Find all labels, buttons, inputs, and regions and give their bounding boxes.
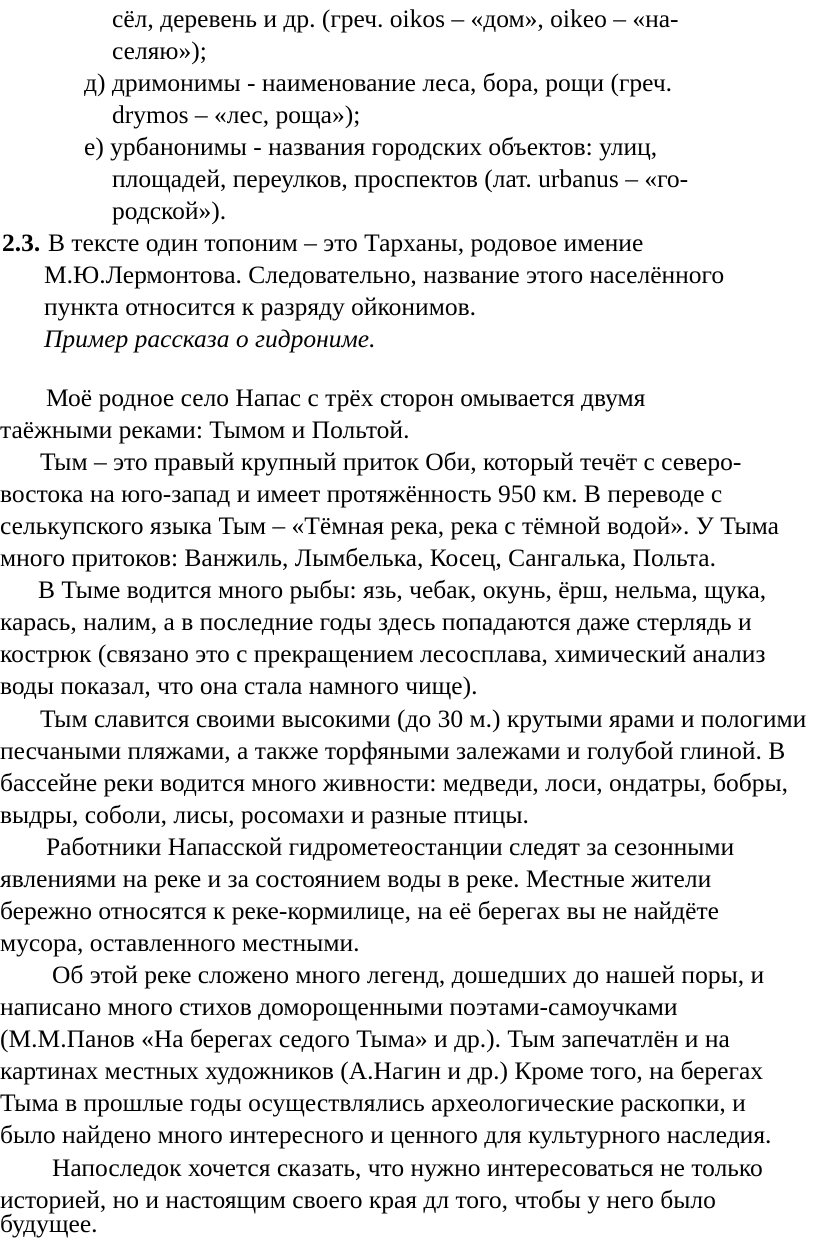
story-line: много притоков: Ванжиль, Лымбелька, Косец, Сангалька, Польта. xyxy=(0,543,716,572)
section-line-1: В тексте один топоним – это Тарханы, родовое имение xyxy=(48,228,644,257)
story-line: будущее. xyxy=(0,1209,98,1238)
section-number: 2.3. xyxy=(2,228,41,257)
story-line: написано много стихов доморощенными поэтами-самоучками xyxy=(0,992,678,1021)
list-item-d-line-2: drymos – «лес, роща»); xyxy=(112,100,361,129)
list-item-e-line-1: е) урбанонимы - названия городских объектов: улиц, xyxy=(84,132,658,161)
story-line: востока на юго-запад и имеет протяжённость 950 км. В переводе с xyxy=(0,479,723,508)
story-line: таёжными реками: Тымом и Польтой. xyxy=(0,415,410,444)
story-line: картинах местных художников (А.Нагин и др.) Кроме того, на берегах xyxy=(0,1056,764,1085)
story-line: песчаными пляжами, а также торфяными залежами и голубой глиной. В xyxy=(0,736,786,765)
list-item-e-line-2: площадей, переулков, проспектов (лат. urbanus – «го- xyxy=(112,164,689,193)
story-line: карась, налим, а в последние годы здесь попадаются даже стерлядь и xyxy=(0,607,752,636)
list-item-c-line-1: сёл, деревень и др. (греч. oikos – «дом», oikeo – «на- xyxy=(112,4,679,33)
list-item-c-line-2: селяю»); xyxy=(112,36,207,65)
story-line: выдры, соболи, лисы, росомахи и разные птицы. xyxy=(0,800,529,829)
story-line: Моё родное село Напас с трёх сторон омывается двумя xyxy=(46,383,646,412)
story-line: бережно относятся к реке-кормилице, на её берегах вы не найдёте xyxy=(0,896,719,925)
story-line: Об этой реке сложено много легенд, дошедших до нашей поры, и xyxy=(52,960,765,989)
story-line: бассейне реки водится много живности: медведи, лоси, ондатры, бобры, xyxy=(0,768,789,797)
story-line: воды показал, что она стала намного чище). xyxy=(0,671,478,700)
story-line: селькупского языка Тым – «Тёмная река, река с тёмной водой». У Тыма xyxy=(0,511,779,540)
list-item-d-line-1: д) дримонимы - наименование леса, бора, рощи (греч. xyxy=(84,68,673,97)
story-line: Тым – это правый крупный приток Оби, который течёт с северо- xyxy=(40,447,742,476)
story-line: (М.М.Панов «На берегах седого Тыма» и др.). Тым запечатлён и на xyxy=(0,1024,730,1053)
story-line: Тыма в прошлые годы осуществлялись археологические раскопки, и xyxy=(0,1088,746,1117)
story-line: Работники Напасской гидрометеостанции следят за сезонными xyxy=(46,832,735,861)
story-line: было найдено много интересного и ценного для культурного наследия. xyxy=(0,1120,772,1149)
story-line: кострюк (связано это с прекращением лесосплава, химический анализ xyxy=(0,639,766,668)
list-item-e-line-3: родской»). xyxy=(112,196,227,225)
story-line: В Тыме водится много рыбы: язь, чебак, окунь, ёрш, нельма, щука, xyxy=(38,575,767,604)
story-line: историей, но и настоящим своего края дл того, чтобы у него было xyxy=(0,1185,716,1214)
section-line-3: пункта относится к разряду ойконимов. xyxy=(44,292,476,321)
example-heading: Пример рассказа о гидрониме. xyxy=(44,324,376,353)
story-line: явлениями на реке и за состоянием воды в реке. Местные жители xyxy=(0,864,712,893)
section-line-2: М.Ю.Лермонтова. Следовательно, название этого населённого xyxy=(44,260,725,289)
story-line: Напоследок хочется сказать, что нужно интересоваться не только xyxy=(52,1153,763,1182)
story-line: Тым славится своими высокими (до 30 м.) крутыми ярами и пологими xyxy=(40,704,807,733)
story-line: мусора, оставленного местными. xyxy=(0,928,360,957)
